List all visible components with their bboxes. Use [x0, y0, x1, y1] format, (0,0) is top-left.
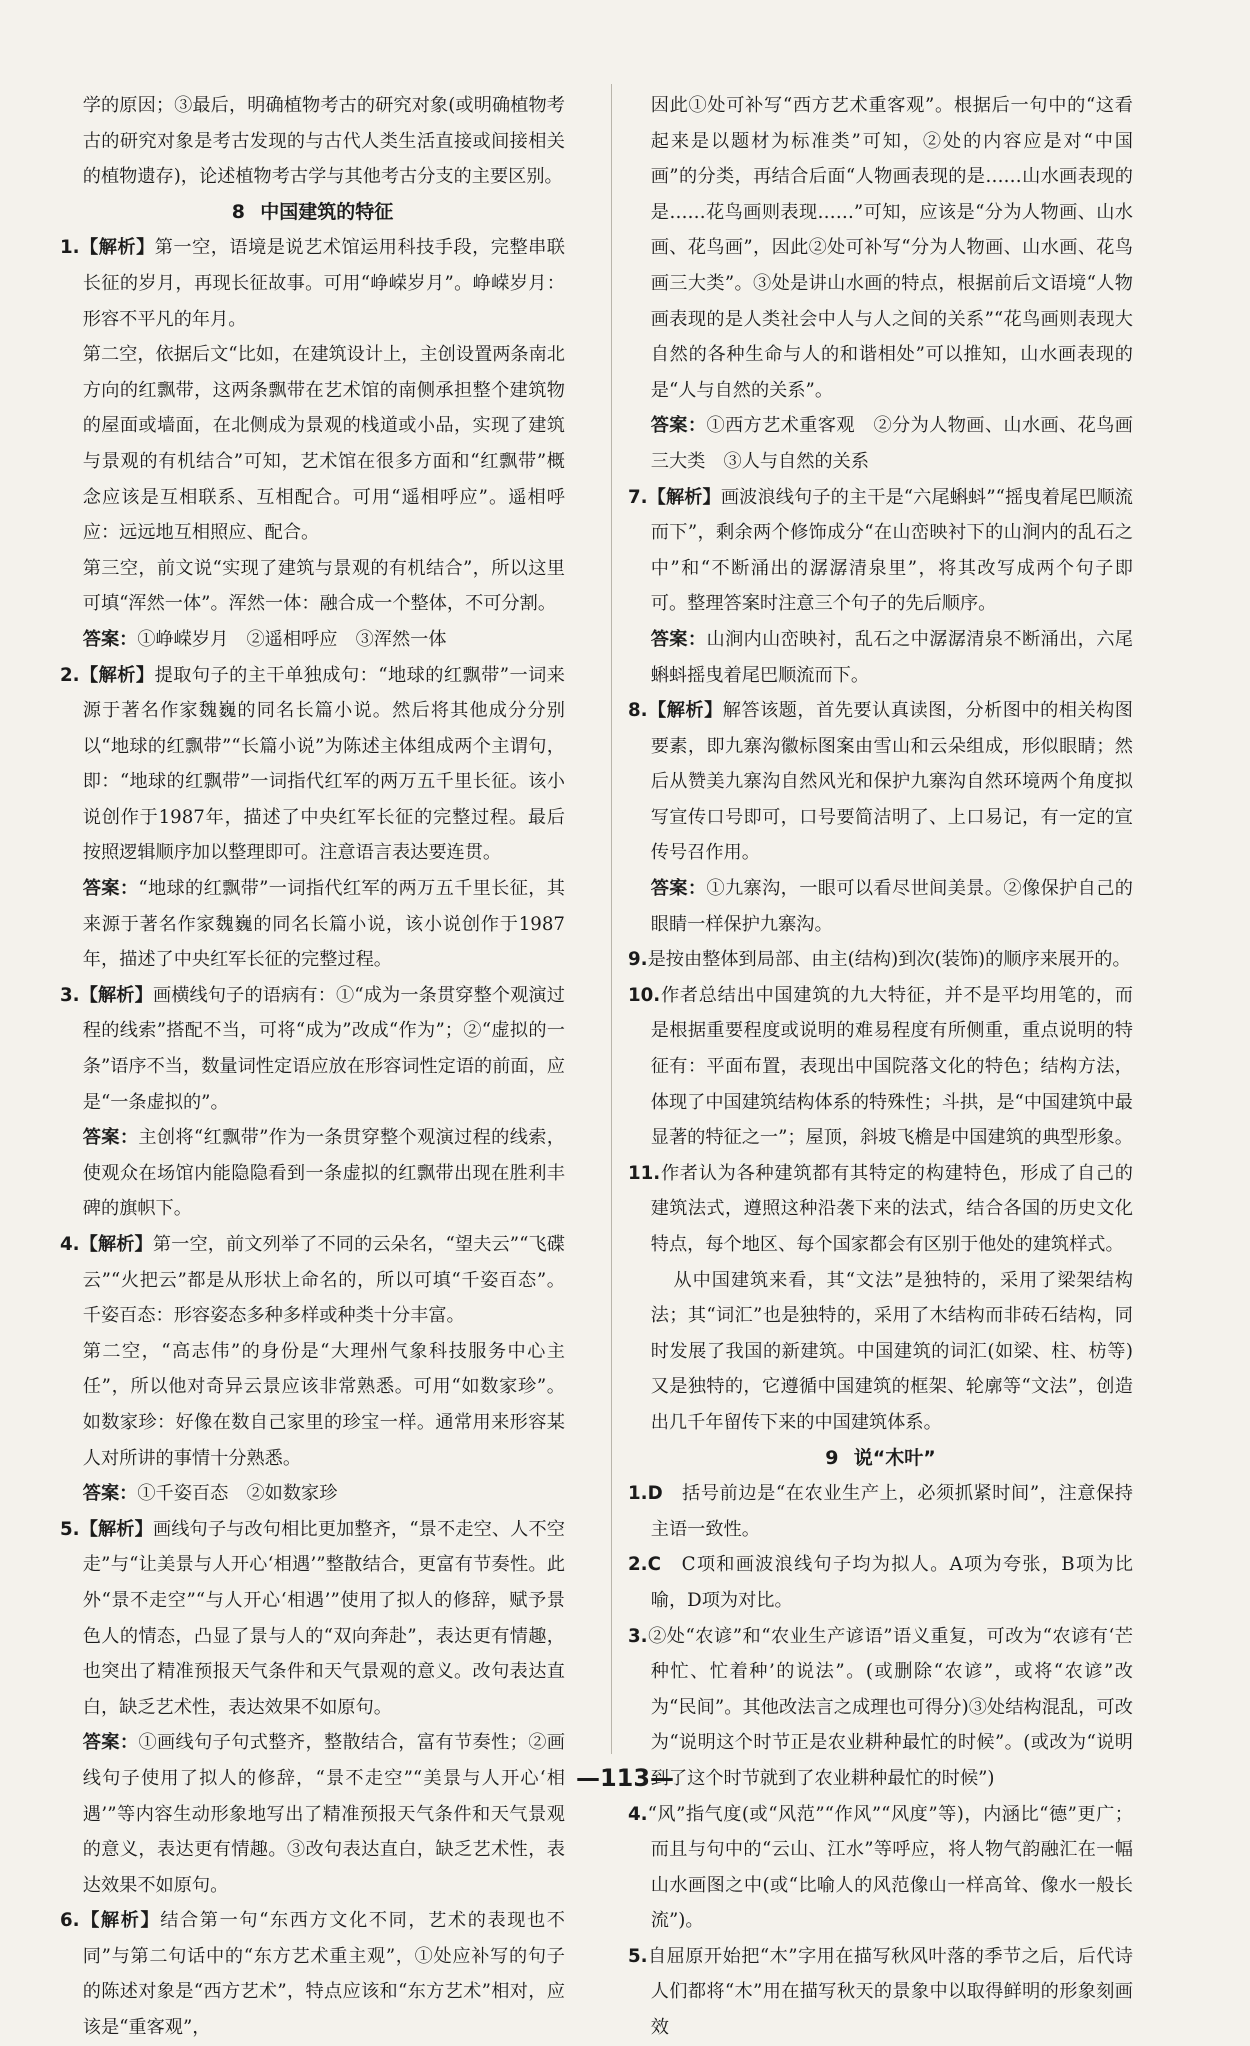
answer-text: 主创将“红飘带”作为一条贯穿整个观演过程的线索，使观众在场馆内能隐隐看到一条虚拟的红飘带出现在胜利丰碑的旗帜下。: [82, 1127, 565, 1220]
section-heading-9: [628, 1441, 1133, 1477]
answer-key: D: [647, 1483, 663, 1505]
question-9: [628, 942, 1133, 978]
column-divider: [611, 84, 612, 1754]
analysis-text: 画波浪线句子的主干是“六尾蝌蚪”“摇曳着尾巴顺流而下”，剩余两个修饰成分“在山峦映衬下的山涧内的乱石之中”和“不断涌出的潺潺清泉里”，将其改写成两个句子即可。整理答案时注意三个句子的先后顺序。: [650, 486, 1133, 615]
question-5-sec9: [628, 1939, 1133, 2046]
question-6-answer: 答案：①西方艺术重客观 ②分为人物画、山水画、花鸟画三大类 ③人与自然的关系: [650, 415, 1133, 472]
answer-text: 山涧内山峦映衬，乱石之中潺潺清泉不断涌出，六尾蝌蚪摇曳着尾巴顺流而下。: [650, 628, 1133, 686]
answer-label: 答案: [82, 1127, 120, 1149]
analysis-tag: 【解析】: [647, 486, 721, 508]
answer-label: 答案: [82, 1483, 120, 1505]
answer-label: 答案: [82, 1732, 120, 1754]
analysis-tag: 【解析】: [79, 1234, 153, 1255]
analysis-tag: 【解析】: [79, 237, 155, 259]
question-8-answer: 答案：①九寨沟，一眼可以看尽世间美景。②像保护自己的眼睛一样保护九寨沟。: [650, 878, 1133, 935]
analysis-tag: 【解析】: [79, 1518, 153, 1540]
answer-text: ②处“农谚”和“农业生产谚语”语义重复，可改为“农谚有‘芒种忙、忙着种’的说法”。(或删除“农谚”，或将“农谚”改为“民间”。其他改法言之成理也可得分)③处结构混乱，可改为“说明这个时节正是农业耕种最忙的时候”。(或改为“说明到了这个时节就到了农业耕种最忙的时候”): [647, 1625, 1133, 1789]
question-2-sec9: [628, 1547, 1133, 1618]
answer-text: ①九寨沟，一眼可以看尽世间美景。②像保护自己的眼睛一样保护九寨沟。: [650, 878, 1133, 935]
answer-label: 答案: [650, 415, 688, 437]
question-number: 9.: [628, 949, 648, 971]
analysis-text: 提取句子的主干单独成句：“地球的红飘带”一词来源于著名作家魏巍的同名长篇小说。然后将其他成分分别以“地球的红飘带”“长篇小说”为陈述主体组成两个主谓句，即：“地球的红飘带”一词指代红军的两万五千里长征。该小说创作于1987年，描述了中央红军长征的完整过程。最后按照逻辑顺序加以整理即可。注意语言表达要连贯。: [82, 664, 565, 864]
section-heading-8: [60, 195, 565, 231]
question-number: 8.: [628, 700, 648, 722]
analysis-text: 结合第一句“东西方文化不同，艺术的表现也不同”与第二句话中的“东方艺术重主观”，①处应补写的句子的陈述对象是“西方艺术”，特点应该和“东方艺术”相对，应该是“重客观”，: [82, 1910, 565, 2039]
question-1-para-2: 第二空，依据后文“比如，在建筑设计上，主创设置两条南北方向的红飘带，这两条飘带在艺术馆的南侧承担整个建筑物的屋面或墙面，在北侧成为景观的栈道或小品，实现了建筑与景观的有机结合”可知，艺术馆在很多方面和“红飘带”概念应该是互相联系、互相配合。可用“遥相呼应”。遥相呼应：远远地互相照应、配合。: [82, 344, 565, 544]
question-8: [628, 693, 1133, 871]
question-number: 1.: [628, 1483, 648, 1505]
question-number: 5.: [60, 1518, 80, 1540]
question-4: [60, 1227, 565, 1334]
section-title: 说“木叶”: [853, 1446, 936, 1469]
question-number: 5.: [628, 1945, 648, 1967]
question-number: 2.: [628, 1554, 648, 1576]
question-number: 4.: [60, 1234, 80, 1255]
question-number: 2.: [60, 664, 80, 686]
answer-text: ①西方艺术重客观 ②分为人物画、山水画、花鸟画三大类 ③人与自然的关系: [650, 415, 1133, 472]
section-number: 9: [825, 1446, 839, 1469]
question-6-continued: 因此①处可补写“西方艺术重客观”。根据后一句中的“这看起来是以题材为标准类”可知，②处的内容应是对“中国画”的分类，再结合后面“人物画表现的是……山水画表现的是……花鸟画则表现……”可知，应该是“分为人物画、山水画、花鸟画”，因此②处可补写“分为人物画、山水画、花鸟画三大类”。③处是讲山水画的特点，根据前后文语境“人物画表现的是人类社会中人与人之间的关系”“花鸟画则表现大自然的各种生命与人的和谐相处”可以推知，山水画表现的是“人与自然的关系”。: [650, 95, 1133, 401]
question-10: [628, 978, 1133, 1156]
answer-text: 是按由整体到局部、由主(结构)到次(装饰)的顺序来展开的。: [647, 949, 1131, 971]
question-5-answer: 答案：①画线句子句式整齐，整散结合，富有节奏性；②画线句子使用了拟人的修辞，“景不走空”“美景与人开心‘相遇’”等内容生动形象地写出了精准预报天气条件和天气景观的意义，表达更有情趣。③改句表达直白，缺乏艺术性，表达效果不如原句。: [82, 1732, 565, 1896]
page-number: —113—: [575, 1764, 675, 1792]
question-1-sec9: [628, 1476, 1133, 1547]
answer-label: 答案: [650, 878, 688, 900]
question-number: 10.: [628, 984, 661, 1006]
answer-text: 自屈原开始把“木”字用在描写秋风叶落的季节之后，后代诗人们都将“木”用在描写秋天的景象中以取得鲜明的形象刻画效: [647, 1945, 1133, 2039]
question-11: [628, 1156, 1133, 1263]
analysis-tag: 【解析】: [79, 1910, 161, 1932]
question-5: [60, 1512, 565, 1726]
question-number: 3.: [60, 984, 80, 1006]
question-number: 3.: [628, 1625, 648, 1647]
question-4-answer: 答案：①千姿百态 ②如数家珍: [82, 1483, 338, 1505]
right-column: [628, 88, 1133, 2046]
analysis-text: 第一空，语境是说艺术馆运用科技手段，完整串联长征的岁月，再现长征故事。可用“峥嵘岁月”。峥嵘岁月：形容不平凡的年月。: [82, 237, 565, 330]
question-4-para-2: 第二空，“高志伟”的身份是“大理州气象科技服务中心主任”，所以他对奇异云景应该非常熟悉。可用“如数家珍”。如数家珍：好像在数自己家里的珍宝一样。通常用来形容某人对所讲的事情十分熟悉。: [82, 1340, 565, 1469]
answer-label: 答案: [82, 628, 120, 650]
question-7: [628, 480, 1133, 622]
question-number: 7.: [628, 486, 648, 508]
question-number: 4.: [628, 1803, 648, 1825]
question-7-answer: 答案：山涧内山峦映衬，乱石之中潺潺清泉不断涌出，六尾蝌蚪摇曳着尾巴顺流而下。: [650, 628, 1133, 686]
question-3: [60, 978, 565, 1120]
section-title: 中国建筑的特征: [260, 200, 394, 223]
answer-text: “风”指气度(或“风范”“作风”“风度”等)，内涵比“德”更广；而且与句中的“云山、江水”等呼应，将人物气韵融汇在一幅山水画图之中(或“比喻人的风范像山一样高耸、像水一般长流”)。: [647, 1803, 1133, 1932]
analysis-tag: 【解析】: [79, 984, 153, 1006]
left-column: [60, 88, 565, 2046]
question-number: 1.: [60, 237, 80, 259]
answer-text: 作者总结出中国建筑的九大特征，并不是平均用笔的，而是根据重要程度或说明的难易程度有所侧重，重点说明的特征有：平面布置，表现出中国院落文化的特色；结构方法，体现了中国建筑结构体系的特殊性；斗拱，是“中国建筑中最显著的特征之一”；屋顶，斜坡飞檐是中国建筑的典型形象。: [650, 984, 1133, 1149]
answer-text: 作者认为各种建筑都有其特定的构建特色，形成了自己的建筑法式，遵照这种沿袭下来的法式，结合各国的历史文化特点，每个地区、每个国家都会有区别于他处的建筑样式。: [650, 1162, 1133, 1255]
answer-key: C: [647, 1554, 661, 1576]
intro-paragraph: 学的原因；③最后，明确植物考古的研究对象(或明确植物考古的研究对象是考古发现的与古代人类生活直接或间接相关的植物遗存)，论述植物考古学与其他考古分支的主要区别。: [82, 95, 565, 188]
section-number: 8: [231, 200, 246, 223]
answer-text: ①千姿百态 ②如数家珍: [137, 1483, 338, 1505]
question-number: 11.: [628, 1162, 661, 1184]
analysis-text: 画线句子与改句相比更加整齐，“景不走空、人不空走”与“让美景与人开心‘相遇’”整散结合，更富有节奏性。此外“景不走空”“与人开心‘相遇’”使用了拟人的修辞，赋予景色人的情态，凸显了景与人的“双向奔赴”，表达更有情趣，也突出了精准预报天气条件和天气景观的意义。改句表达直白，缺乏艺术性，表达效果不如原句。: [82, 1518, 565, 1718]
question-1-para-3: 第三空，前文说“实现了建筑与景观的有机结合”，所以这里可填“浑然一体”。浑然一体：融合成一个整体，不可分割。: [82, 557, 565, 615]
answer-text: ①画线句子句式整齐，整散结合，富有节奏性；②画线句子使用了拟人的修辞，“景不走空”“美景与人开心‘相遇’”等内容生动形象地写出了精准预报天气条件和天气景观的意义，表达更有情趣。③改句表达直白，缺乏艺术性，表达效果不如原句。: [82, 1732, 565, 1896]
answer-label: 答案: [650, 628, 688, 650]
analysis-tag: 【解析】: [79, 664, 155, 686]
analysis-tag: 【解析】: [647, 700, 723, 722]
answer-text: ①峥嵘岁月 ②遥相呼应 ③浑然一体: [137, 628, 447, 650]
question-2-answer: 答案：“地球的红飘带”一词指代红军的两万五千里长征，其来源于著名作家魏巍的同名长篇小说，该小说创作于1987年，描述了中央红军长征的完整过程。: [82, 878, 565, 971]
question-1-answer: 答案：①峥嵘岁月 ②遥相呼应 ③浑然一体: [82, 628, 447, 650]
question-3-answer: 答案：主创将“红飘带”作为一条贯穿整个观演过程的线索，使观众在场馆内能隐隐看到一条虚拟的红飘带出现在胜利丰碑的旗帜下。: [82, 1127, 565, 1220]
question-6: [60, 1903, 565, 2045]
analysis-text: 第一空，前文列举了不同的云朵名，“望夫云”“飞碟云”“火把云”都是从形状上命名的，所以可填“千姿百态”。千姿百态：形容姿态多种多样或种类十分丰富。: [82, 1234, 565, 1327]
question-2: [60, 658, 565, 872]
answer-text: C项和画波浪线句子均为拟人。A项为夸张，B项为比喻，D项为对比。: [650, 1554, 1133, 1611]
question-1: [60, 230, 565, 337]
answer-text: “地球的红飘带”一词指代红军的两万五千里长征，其来源于著名作家魏巍的同名长篇小说，该小说创作于1987年，描述了中央红军长征的完整过程。: [82, 878, 565, 971]
answer-label: 答案: [82, 878, 120, 900]
question-4-sec9: [628, 1797, 1133, 1939]
analysis-text: 解答该题，首先要认真读图，分析图中的相关构图要素，即九寨沟徽标图案由雪山和云朵组成，形似眼睛；然后从赞美九寨沟自然风光和保护九寨沟自然环境两个角度拟写宣传口号即可，口号要简洁明了、上口易记，有一定的宣传号召作用。: [650, 700, 1133, 864]
answer-text: 括号前边是“在农业生产上，必须抓紧时间”，注意保持主语一致性。: [650, 1483, 1133, 1540]
question-11-para-2: 从中国建筑来看，其“文法”是独特的，采用了梁架结构法；其“词汇”也是独特的，采用了木结构而非砖石结构，同时发展了我国的新建筑。中国建筑的词汇(如梁、柱、枋等)又是独特的，它遵循中国建筑的框架、轮廓等“文法”，创造出几千年留传下来的中国建筑体系。: [650, 1269, 1133, 1433]
question-number: 6.: [60, 1910, 80, 1932]
analysis-text: 画横线句子的语病有：①“成为一条贯穿整个观演过程的线索”搭配不当，可将“成为”改成“作为”；②“虚拟的一条”语序不当，数量词性定语应放在形容词性定语的前面，应是“一条虚拟的”。: [82, 984, 565, 1113]
